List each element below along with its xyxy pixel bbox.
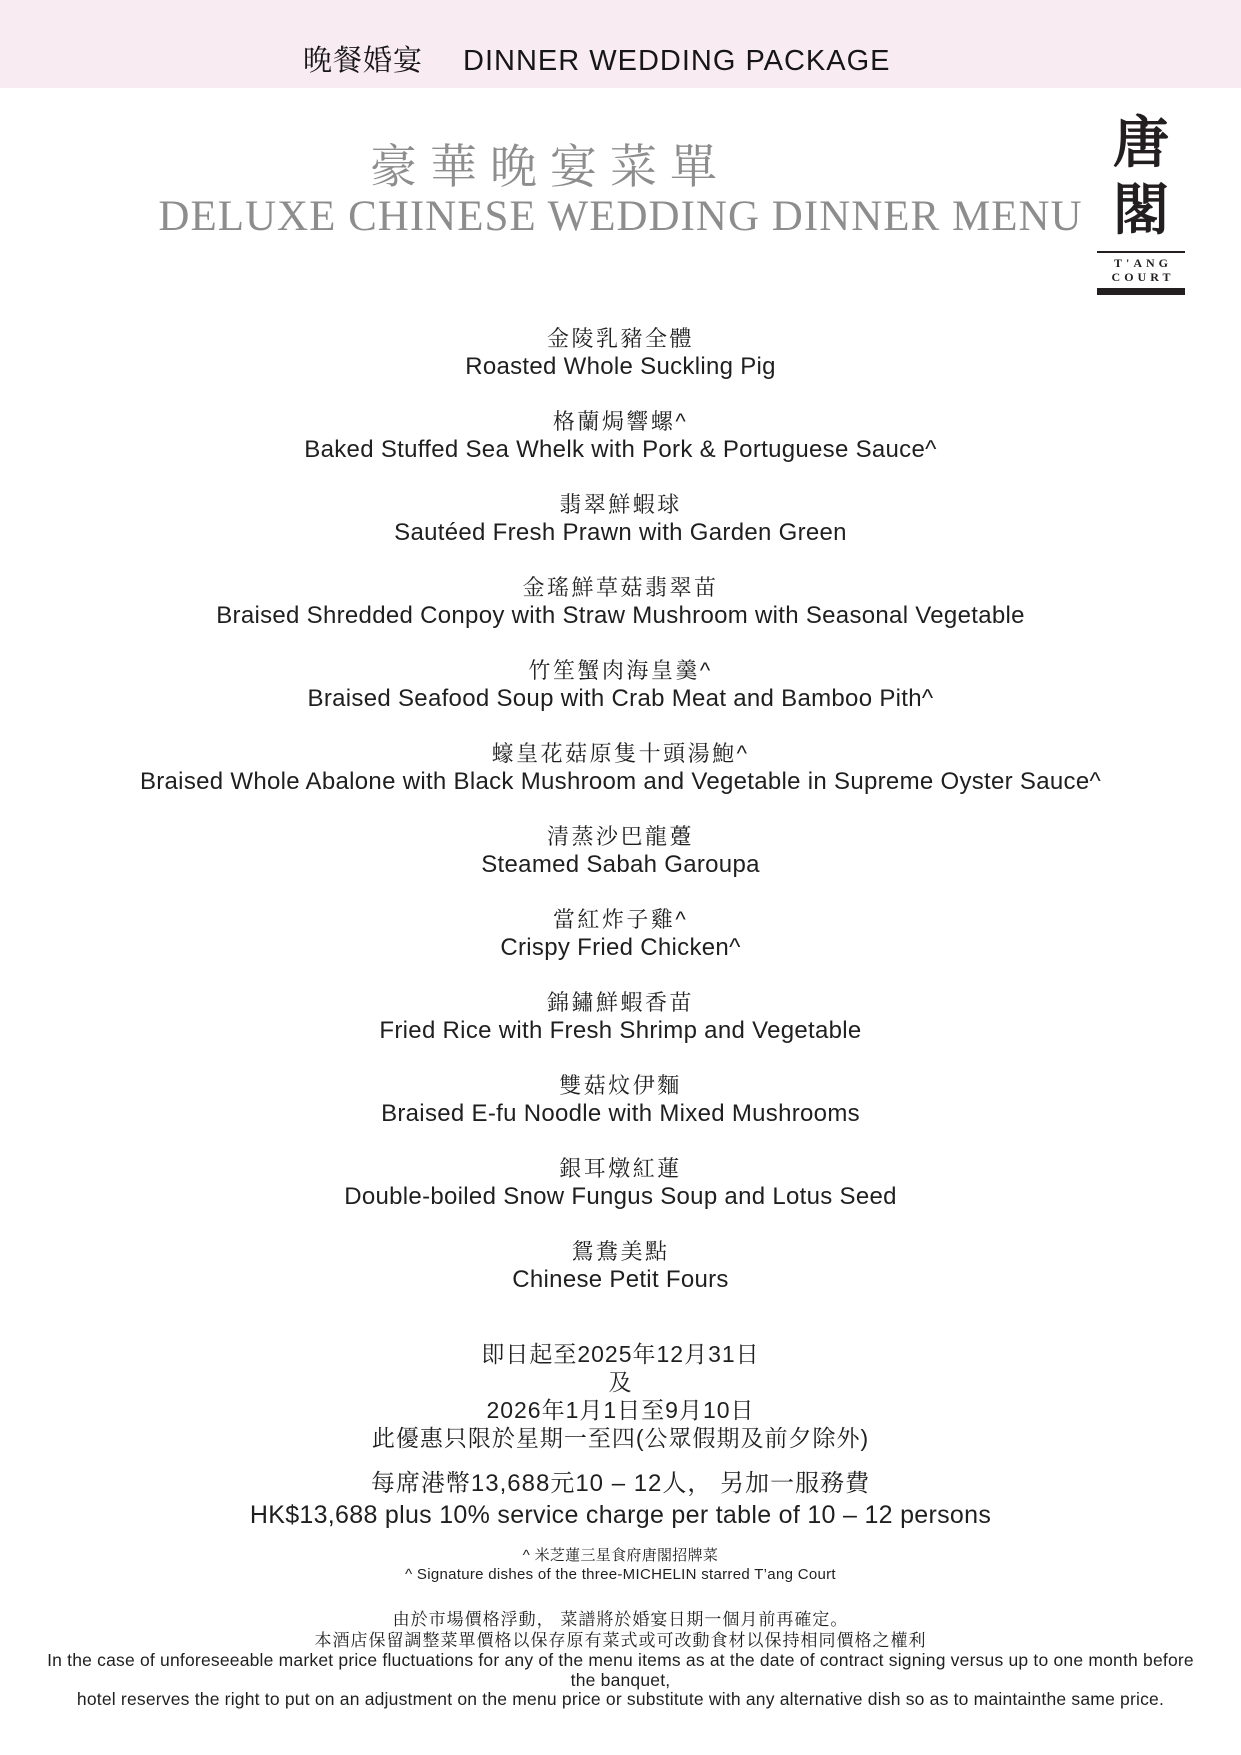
signature-note-zh: ^ 米芝蓮三星食府唐閣招牌菜 [522,1547,719,1564]
disclaimer-en-line: In the case of unforeseeable market price fluctuations for any of the menu items as at the date of contract signing versus up to one month before [47,1650,1194,1670]
disclaimer [0,1609,1241,1710]
disclaimer-en-line: hotel reserves the right to put on an adjustment on the menu price or substitute with any alternative dish so as to maintainthe same price. [76,1689,1165,1709]
menu-item-en: Chinese Petit Fours [512,1266,729,1293]
menu-item-zh: 銀耳燉紅蓮 [559,1156,682,1181]
logo-wordmark [1097,251,1185,295]
menu-item-en: Roasted Whole Suckling Pig [465,353,776,380]
menu-item-zh: 金瑤鮮草菇翡翠苗 [522,575,719,600]
menu-item-en: Braised Shredded Conpoy with Straw Mushroom with Seasonal Vegetable [216,602,1025,629]
signature-note-en: ^ Signature dishes of the three-MICHELIN starred T’ang Court [405,1566,836,1583]
disclaimer-zh-line: 由於市場價格浮動， 菜譜將於婚宴日期一個月前再確定。 [392,1610,849,1629]
menu-item-en: Baked Stuffed Sea Whelk with Pork & Portuguese Sauce^ [304,436,937,463]
header-title [303,38,891,79]
menu-item-en: Steamed Sabah Garoupa [481,851,760,878]
disclaimer-en-line: the banquet, [570,1669,671,1690]
price-block [0,1468,1241,1531]
menu-item-en: Fried Rice with Fresh Shrimp and Vegetable [379,1017,862,1044]
tang-court-logo [1097,110,1185,295]
menu-item [0,822,1241,878]
menu-item [0,905,1241,961]
header-title-en: DINNER WEDDING PACKAGE [463,45,891,77]
validity-line: 2026年1月1日至9月10日 [486,1397,755,1423]
menu-item-en: Double-boiled Snow Fungus Soup and Lotus Seed [344,1183,897,1210]
price-zh: 每席港幣13,688元10 – 12人， 另加一服務費 [370,1470,871,1497]
menu-item-en: Braised Whole Abalone with Black Mushroom and Vegetable in Supreme Oyster Sauce^ [139,768,1102,795]
menu-item-zh: 鴛鴦美點 [571,1239,670,1264]
menu-item [0,656,1241,712]
disclaimer-zh-line: 本酒店保留調整菜單價格以保存原有菜式或可改動食材以保持相同價格之權利 [314,1631,927,1650]
menu-item [0,407,1241,463]
menu-item-zh: 格蘭焗響螺^ [552,409,689,434]
logo-char-top: 唐 [1113,110,1169,176]
validity-line: 即日起至2025年12月31日 [481,1341,760,1367]
menu-item-en: Braised E-fu Noodle with Mixed Mushrooms [381,1100,860,1127]
menu-item [0,988,1241,1044]
validity-dates [0,1340,1241,1452]
validity-line: 及 [608,1369,633,1395]
logo-char-bottom: 閣 [1113,177,1169,243]
menu-item-zh: 當紅炸子雞^ [552,907,689,932]
logo-wordmark-line2: COURT [1111,270,1175,284]
menu-item [0,573,1241,629]
header-banner [0,0,1241,88]
logo-wordmark-line1: T'ANG [1113,256,1172,270]
menu-item-zh: 錦鏽鮮蝦香苗 [546,990,694,1015]
menu-item-en: Crispy Fried Chicken^ [500,934,741,961]
menu-item-zh: 翡翠鮮蝦球 [559,492,682,517]
menu-item [0,324,1241,380]
menu-item-zh: 竹笙蟹肉海皇羹^ [528,658,713,683]
validity-line: 此優惠只限於星期一至四(公眾假期及前夕除外) [371,1425,870,1451]
menu-item [0,739,1241,795]
menu-item-zh: 清蒸沙巴龍躉 [546,824,694,849]
signature-dish-note [0,1546,1241,1584]
menu-item [0,1071,1241,1127]
menu-item-en: Sautéed Fresh Prawn with Garden Green [394,519,847,546]
logo-calligraphy [1097,110,1185,244]
menu-item [0,490,1241,546]
menu-item [0,1154,1241,1210]
menu-item-en: Braised Seafood Soup with Crab Meat and Bamboo Pith^ [307,685,934,712]
header-title-zh: 晚餐婚宴 [303,45,424,77]
page-title-en: DELUXE CHINESE WEDDING DINNER MENU [158,193,1083,240]
menu-list [0,324,1241,1320]
page-title-zh: 豪華晚宴菜單 [370,140,730,193]
price-en: HK$13,688 plus 10% service charge per table of 10 – 12 persons [249,1501,992,1529]
menu-item-zh: 雙菇炆伊麵 [559,1073,682,1098]
menu-item-zh: 蠔皇花菇原隻十頭湯鮑^ [491,741,750,766]
menu-item-zh: 金陵乳豬全體 [546,326,694,351]
menu-item [0,1237,1241,1293]
